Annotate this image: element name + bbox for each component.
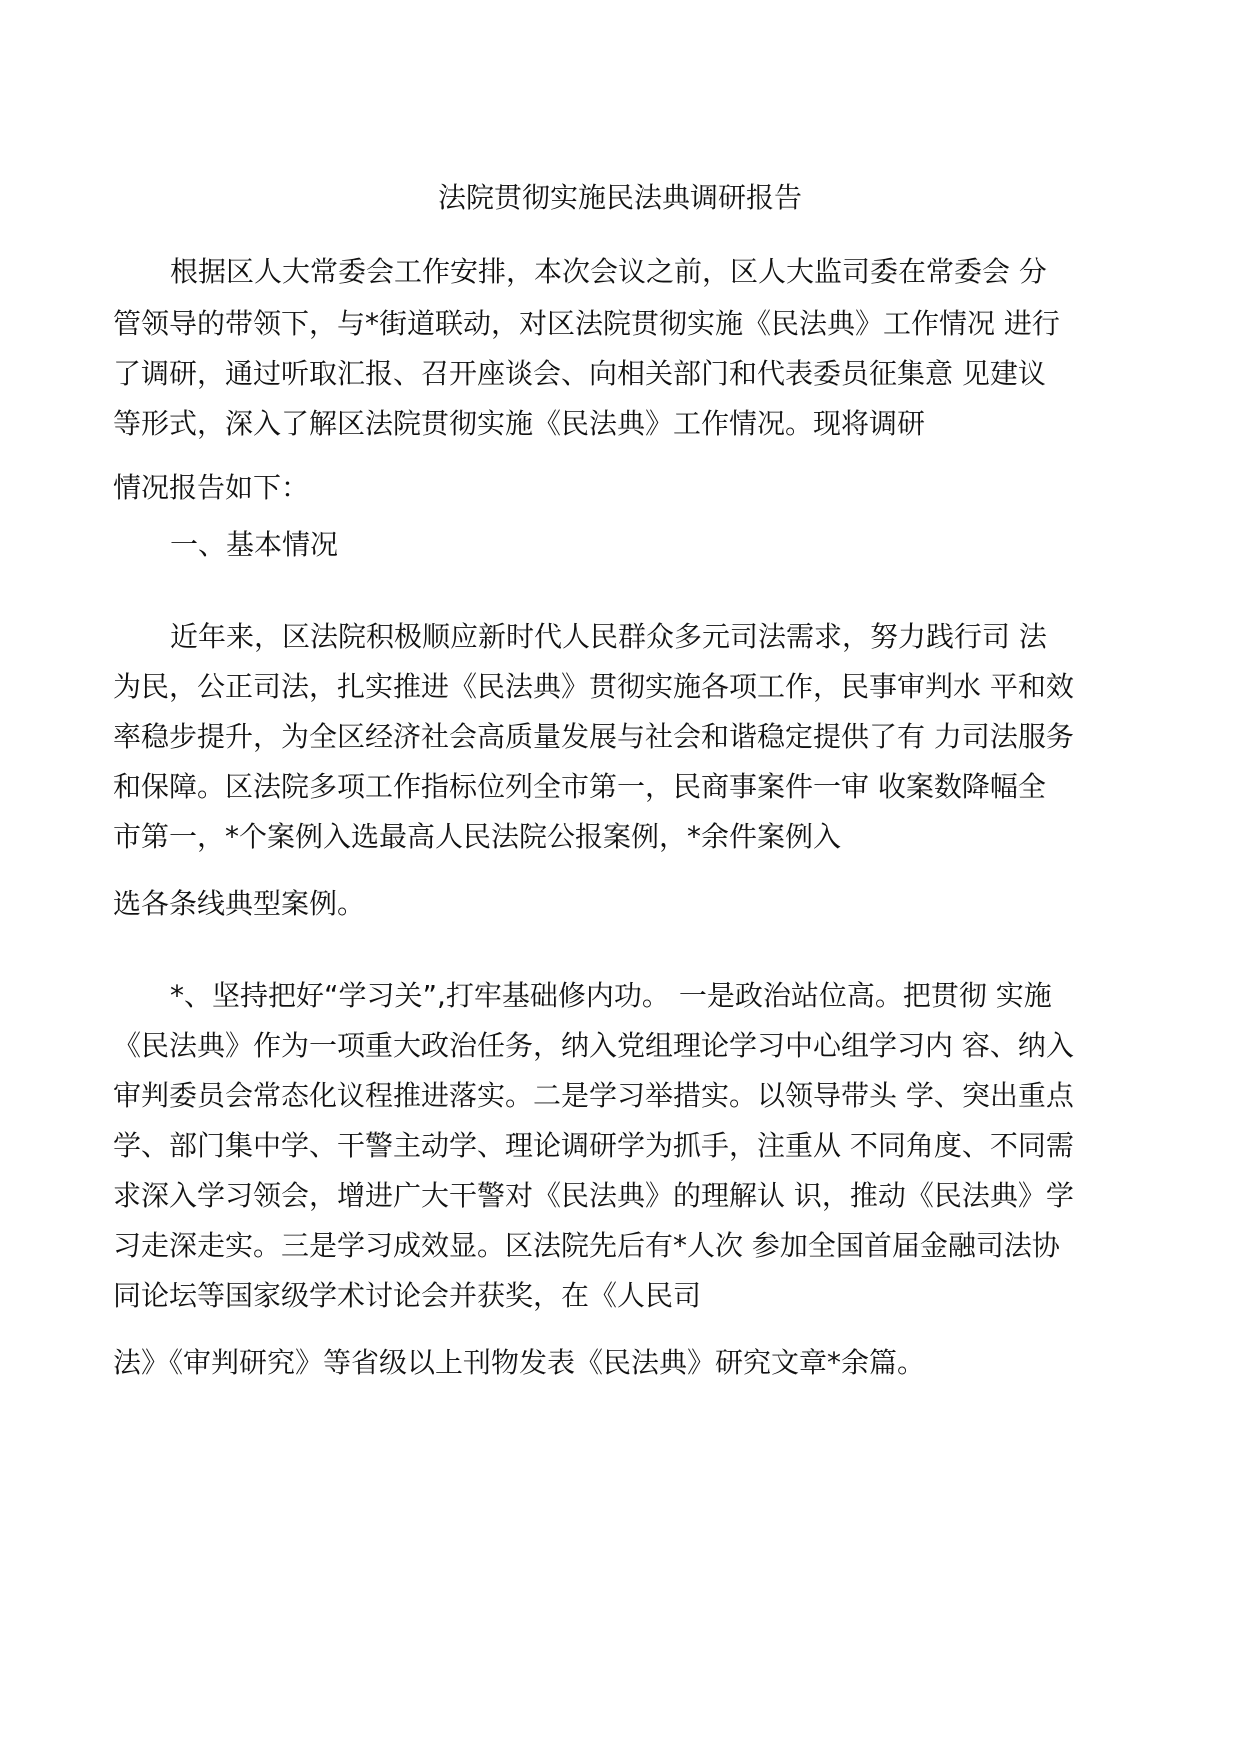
paragraph-line: 和保障。区法院多项工作指标位列全市第一，民商事案件一审 收案数降幅全 bbox=[113, 770, 1046, 803]
intro-line: 根据区人大常委会工作安排，本次会议之前，区人大监司委在常委会 分 bbox=[170, 255, 1047, 288]
paragraph-line: 市第一，*个案例入选最高人民法院公报案例，*余件案例入 bbox=[113, 820, 842, 853]
intro-line: 等形式，深入了解区法院贯彻实施《民法典》工作情况。现将调研 bbox=[113, 407, 926, 440]
intro-line: 情况报告如下： bbox=[113, 471, 310, 504]
paragraph-line: 同论坛等国家级学术讨论会并获奖，在《人民司 bbox=[113, 1279, 702, 1312]
paragraph-line: 率稳步提升，为全区经济社会高质量发展与社会和谐稳定提供了有 力司法服务 bbox=[113, 720, 1074, 753]
document-title: 法院贯彻实施民法典调研报告 bbox=[437, 181, 802, 214]
paragraph-line: 学、部门集中学、干警主动学、理论调研学为抓手，注重从 不同角度、不同需 bbox=[113, 1129, 1074, 1162]
paragraph-line: 为民，公正司法，扎实推进《民法典》贯彻实施各项工作，民事审判水 平和效 bbox=[113, 670, 1074, 703]
paragraph-line: 审判委员会常态化议程推进落实。二是学习举措实。以领导带头 学、突出重点 bbox=[113, 1079, 1074, 1112]
paragraph-line: 习走深走实。三是学习成效显。区法院先后有*人次 参加全国首届金融司法协 bbox=[113, 1229, 1060, 1262]
intro-line: 了调研，通过听取汇报、召开座谈会、向相关部门和代表委员征集意 见建议 bbox=[113, 357, 1046, 390]
paragraph-line: *、坚持把好“学习关”,打牢基础修内功。 一是政治站位高。把贯彻 实施 bbox=[170, 979, 1052, 1012]
section-heading: 一、基本情况 bbox=[170, 528, 339, 561]
paragraph-line: 近年来，区法院积极顺应新时代人民群众多元司法需求，努力践行司 法 bbox=[170, 620, 1047, 653]
paragraph-line: 法》《审判研究》等省级以上刊物发表《民法典》研究文章*余篇。 bbox=[113, 1346, 926, 1379]
intro-line: 管领导的带领下，与*街道联动，对区法院贯彻实施《民法典》工作情况 进行 bbox=[113, 307, 1060, 340]
paragraph-line: 《民法典》作为一项重大政治任务，纳入党组理论学习中心组学习内 容、纳入 bbox=[113, 1029, 1074, 1062]
paragraph-line: 选各条线典型案例。 bbox=[113, 887, 366, 920]
paragraph-line: 求深入学习领会，增进广大干警对《民法典》的理解认 识，推动《民法典》学 bbox=[113, 1179, 1074, 1212]
